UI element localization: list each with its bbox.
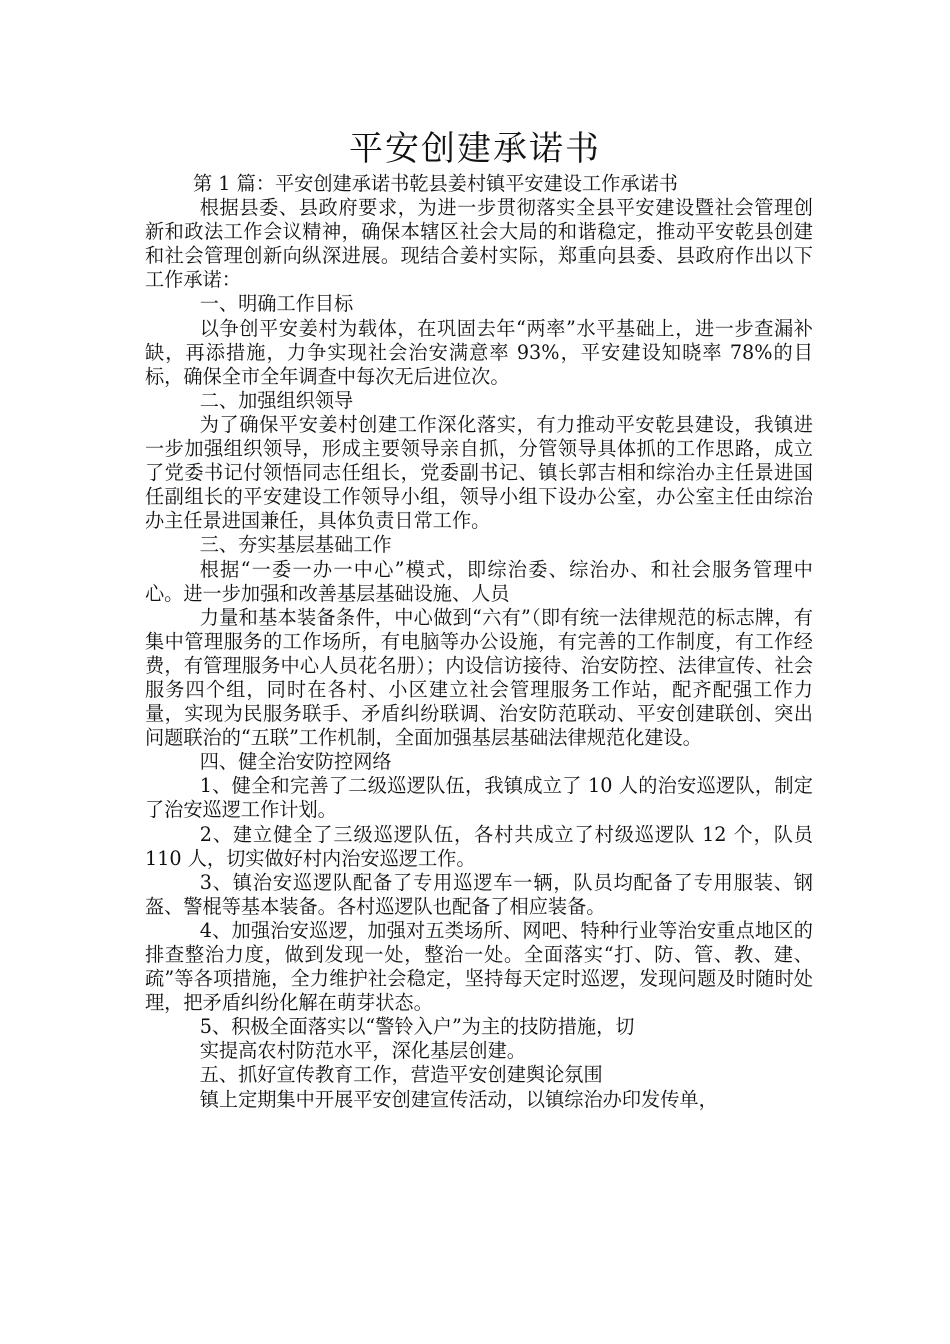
section-heading: 二、加强组织领导 [199,388,354,412]
paragraph: 3、镇治安巡逻队配备了专用巡逻车一辆，队员均配备了专用服装、钢盔、警棍等基本装备。各村巡逻队也配备了相应装备。 [145,870,813,918]
paragraph: 根据“一委一办一中心”模式，即综治委、综治办、和社会服务管理中心。进一步加强和改善基层基础设施、人员 [145,557,813,605]
section-heading: 一、明确工作目标 [199,292,354,316]
subtitle: 第 1 篇：平安创建承诺书乾县姜村镇平安建设工作承诺书 [193,172,678,195]
paragraph: 镇上定期集中开展平安创建宣传活动，以镇综治办印发传单， [199,1087,718,1111]
paragraph: 以争创平安姜村为载体，在巩固去年“两率”水平基础上，进一步查漏补缺，再添措施，力争实现社会治安满意率 93%，平安建设知晓率 78%的目标，确保全市全年调查中每次无后进位次。 [145,316,813,388]
paragraph: 力量和基本装备条件，中心做到“六有”（即有统一法律规范的标志牌，有集中管理服务的工作场所，有电脑等办公设施，有完善的工作制度，有工作经费，有管理服务中心人员花名册）；内设信访接待、治安防控、法律宣传、社会服务四个组，同时在各村、小区建立社会管理服务工作站，配齐配强工作力量，实现为民服务联手、矛盾纠纷联调、治安防范联动、平安创建联创、突出问题联治的“五联”工作机制，全面加强基层基础法律规范化建设。 [145,605,813,750]
paragraph: 5、积极全面落实以“警铃入户”为主的技防措施，切 [199,1015,635,1039]
section-heading: 四、健全治安防控网络 [199,750,392,774]
paragraph: 实提高农村防范水平，深化基层创建。 [199,1039,526,1063]
paragraph: 2、建立健全了三级巡逻队伍，各村共成立了村级巡逻队 12 个，队员 110 人，切实做好村内治安巡逻工作。 [145,822,813,870]
section-heading: 三、夯实基层基础工作 [199,533,392,557]
paragraph: 为了确保平安姜村创建工作深化落实，有力推动平安乾县建设，我镇进一步加强组织领导，形成主要领导亲自抓，分管领导具体抓的工作思路，成立了党委书记付领悟同志任组长，党委副书记、镇长郭吉相和综治办主任景进国任副组长的平安建设工作领导小组，领导小组下设办公室，办公室主任由综治办主任景进国兼任，具体负责日常工作。 [145,412,813,533]
document-title: 平安创建承诺书 [349,129,601,169]
paragraph: 根据县委、县政府要求，为进一步贯彻落实全县平安建设暨社会管理创新和政法工作会议精神，确保本辖区社会大局的和谐稳定，推动平安乾县创建和社会管理创新向纵深进展。现结合姜村实际，郑重向县委、县政府作出以下工作承诺： [145,196,813,292]
paragraph: 4、加强治安巡逻，加强对五类场所、网吧、特种行业等治安重点地区的排查整治力度，做到发现一处，整治一处。全面落实“打、防、管、教、建、疏”等各项措施，全力维护社会稳定，坚持每天定时巡逻，发现问题及时随时处理，把矛盾纠纷化解在萌芽状态。 [145,918,813,1015]
paragraph: 1、健全和完善了二级巡逻队伍，我镇成立了 10 人的治安巡逻队，制定了治安巡逻工作计划。 [145,774,813,822]
section-heading: 五、抓好宣传教育工作，营造平安创建舆论氛围 [199,1063,603,1087]
document-body [145,172,813,1112]
